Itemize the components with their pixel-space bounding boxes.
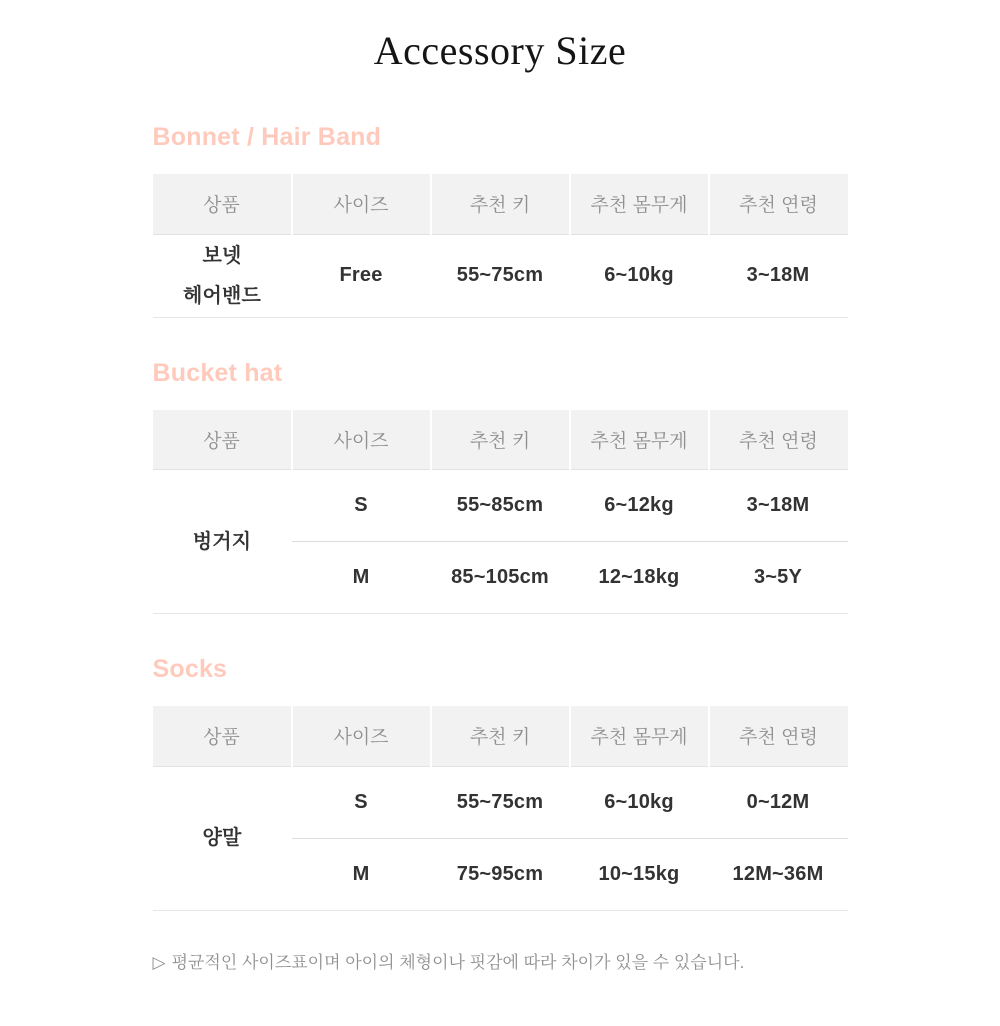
- size-cell: M: [292, 838, 431, 910]
- column-header: 상품: [153, 410, 292, 470]
- height-cell: 55~75cm: [456, 790, 544, 813]
- product-cell: [153, 766, 292, 910]
- product-line: 양말: [202, 827, 242, 849]
- height-cell: 55~85cm: [456, 494, 544, 516]
- size-table: [153, 410, 848, 615]
- triangle-bullet-icon: ▷: [152, 952, 166, 972]
- weight-cell: 12~18kg: [570, 542, 709, 614]
- section-heading: Bucket hat: [152, 358, 283, 387]
- size-table: [153, 174, 848, 318]
- section-heading: Socks: [152, 655, 228, 683]
- age-cell: 3~18M: [746, 494, 810, 516]
- product-line: 보넷: [202, 244, 242, 267]
- height-cell: 55~75cm: [456, 264, 544, 286]
- accessory-section: [153, 358, 848, 615]
- page-title: Accessory Size: [373, 28, 627, 73]
- column-header: 상품: [153, 706, 292, 766]
- table-row: [153, 234, 848, 317]
- column-header: 추천 연령: [709, 706, 848, 766]
- column-header: 추천 몸무게: [570, 174, 709, 234]
- size-chart-content: [153, 122, 848, 975]
- column-header: 사이즈: [292, 174, 431, 234]
- weight-cell: 6~10kg: [604, 790, 674, 813]
- column-header: 사이즈: [292, 706, 431, 766]
- column-header: 추천 키: [431, 706, 570, 766]
- weight-cell: 6~10kg: [604, 264, 674, 286]
- column-header: 추천 키: [431, 410, 570, 470]
- product-line: 헤어밴드: [182, 284, 262, 307]
- footnote-text: 평균적인 사이즈표이며 아이의 체형이나 핏감에 따라 차이가 있을 수 있습니다.: [171, 952, 745, 972]
- size-cell: S: [354, 790, 368, 813]
- height-cell: 75~95cm: [431, 838, 570, 910]
- age-cell: 0~12M: [746, 790, 810, 813]
- column-header: 상품: [153, 174, 292, 234]
- size-table: [153, 706, 848, 911]
- weight-cell: 10~15kg: [570, 838, 709, 910]
- size-cell: M: [292, 542, 431, 614]
- age-cell: 12M~36M: [709, 838, 848, 910]
- column-header: 추천 몸무게: [570, 410, 709, 470]
- section-heading: Bonnet / Hair Band: [152, 123, 382, 151]
- table-row: [153, 766, 848, 838]
- table-header-row: [153, 174, 848, 234]
- product-cell: [153, 470, 292, 614]
- column-header: 추천 키: [431, 174, 570, 234]
- accessory-section: [153, 654, 848, 911]
- height-cell: 85~105cm: [431, 542, 570, 614]
- column-header: 사이즈: [292, 410, 431, 470]
- table-header-row: [153, 706, 848, 766]
- product-line: 벙거지: [192, 530, 252, 553]
- age-cell: 3~5Y: [709, 542, 848, 614]
- size-cell: S: [354, 494, 368, 516]
- table-row: [153, 470, 848, 542]
- accessory-section: [153, 122, 848, 318]
- table-header-row: [153, 410, 848, 470]
- product-cell: [153, 234, 292, 317]
- size-cell: Free: [339, 264, 383, 286]
- weight-cell: 6~12kg: [604, 494, 674, 516]
- column-header: 추천 연령: [709, 410, 848, 470]
- age-cell: 3~18M: [746, 264, 810, 286]
- column-header: 추천 몸무게: [570, 706, 709, 766]
- footnote: [153, 951, 848, 975]
- column-header: 추천 연령: [709, 174, 848, 234]
